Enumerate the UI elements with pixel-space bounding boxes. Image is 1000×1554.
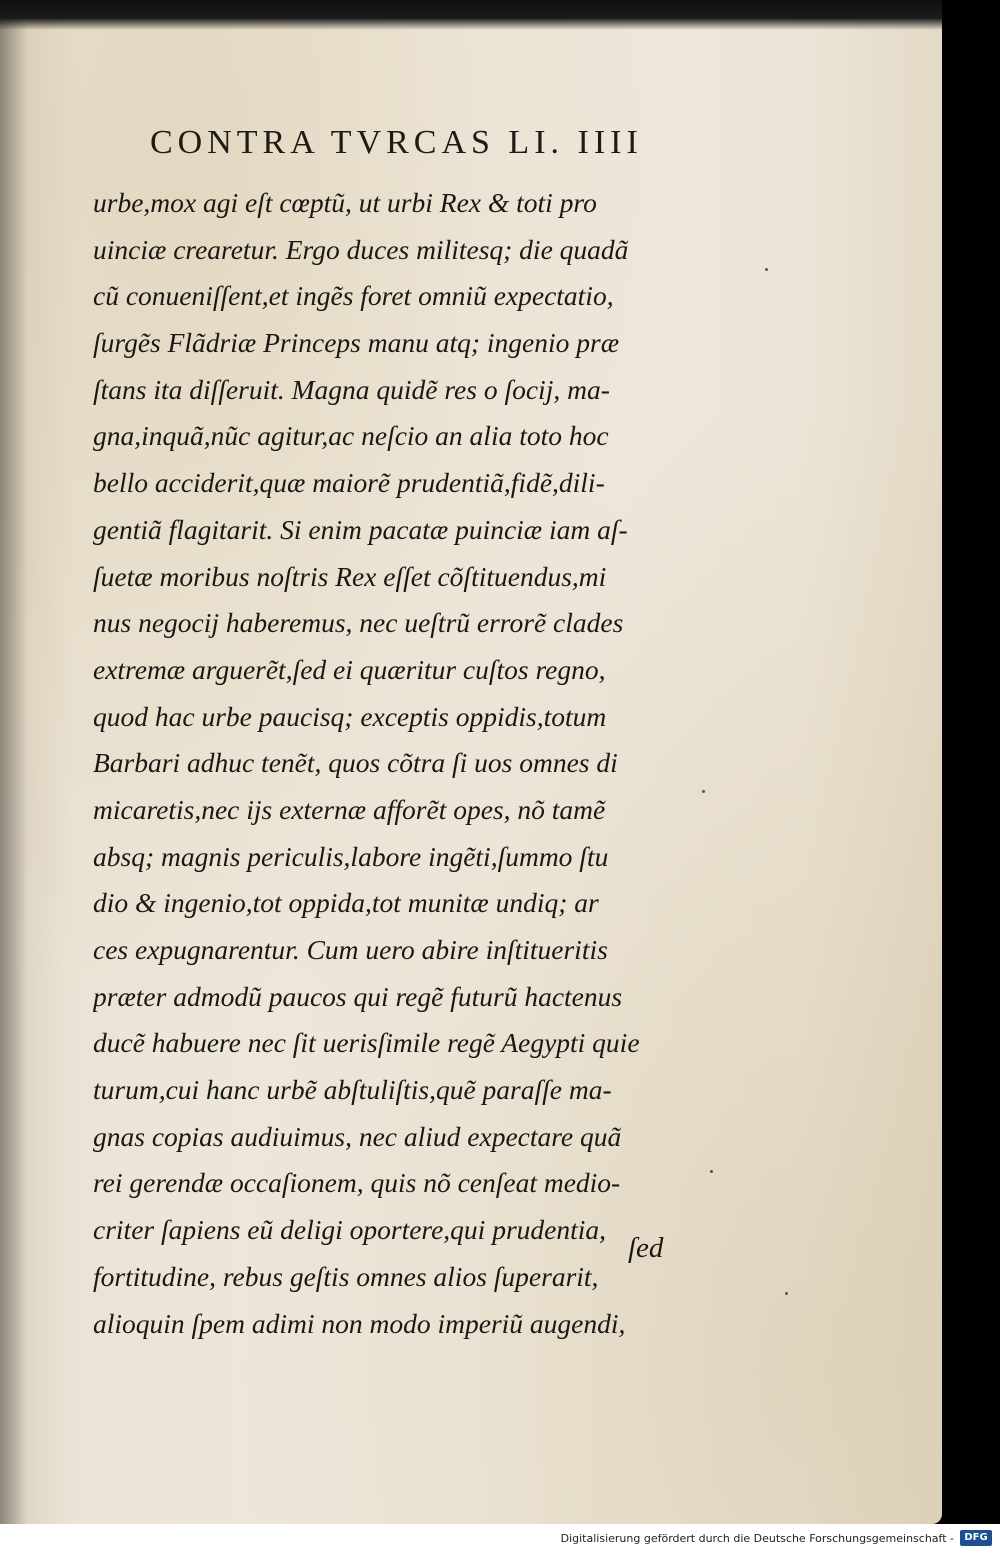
footer-bar	[0, 1524, 1000, 1554]
text-line: rei gerendæ occaſionem, quis nõ cenſeat medio-	[93, 1167, 621, 1199]
text-line: dio & ingenio,tot oppida,tot munitæ undiq; ar	[93, 887, 599, 919]
page-top-edge	[0, 0, 942, 30]
paper-speck	[710, 1170, 713, 1173]
paper-speck	[765, 268, 768, 271]
running-head: CONTRA TVRCAS LI. IIII	[150, 124, 643, 161]
catchword: ſed	[628, 1232, 664, 1264]
text-line: fortitudine, rebus geſtis omnes alios ſuperarit,	[93, 1260, 599, 1292]
text-line: extremæ arguerẽt,ſed ei quæritur cuſtos regno,	[93, 653, 606, 685]
text-line: micaretis,nec ijs externæ afforẽt opes, nõ tamẽ	[93, 793, 606, 825]
paper-speck	[702, 790, 705, 793]
text-line: turum,cui hanc urbẽ abſtuliſtis,quẽ paraſſe ma-	[93, 1074, 612, 1106]
text-line: nus negocij haberemus, nec ueſtrũ errorẽ clades	[93, 607, 624, 639]
text-line: ducẽ habuere nec ſit uerisſimile regẽ Aegypti quie	[93, 1027, 640, 1059]
text-line: Barbari adhuc tenẽt, quos cõtra ſi uos omnes di	[93, 747, 618, 779]
text-line: gentiã flagitarit. Si enim pacatæ puinciæ iam aſ-	[93, 513, 628, 545]
text-line: gnas copias audiuimus, nec aliud expectare quã	[93, 1120, 622, 1152]
text-line: bello acciderit,quæ maiorẽ prudentiã,fidẽ,dili-	[93, 467, 605, 499]
dfg-logo-icon: DFG	[960, 1530, 992, 1546]
text-line: alioquin ſpem adimi non modo imperiũ augendi,	[93, 1307, 626, 1339]
text-line: ſtans ita diſſeruit. Magna quidẽ res o ſocij, ma-	[93, 373, 610, 405]
paper-speck	[785, 1292, 788, 1295]
text-line: ces expugnarentur. Cum uero abire inſtitueritis	[93, 934, 608, 965]
body-text	[93, 180, 693, 1347]
gutter-shadow	[0, 0, 28, 1524]
text-line: absq; magnis periculis,labore ingẽti,ſummo ſtu	[93, 840, 609, 872]
text-line: urbe,mox agi eſt cœptũ, ut urbi Rex & toti pro	[93, 187, 597, 218]
digitization-credit: Digitalisierung gefördert durch die Deutsche Forschungsgemeinschaft -	[560, 1532, 954, 1545]
text-line: gna,inquã,nũc agitur,ac neſcio an alia toto hoc	[93, 420, 609, 452]
text-line: præter admodũ paucos qui regẽ futurũ hactenus	[93, 980, 623, 1012]
text-line: criter ſapiens eũ deligi oportere,qui prudentia,	[93, 1214, 607, 1246]
text-line: ſurgẽs Flãdriæ Princeps manu atq; ingenio præ	[93, 327, 620, 359]
text-line: ſuetæ moribus noſtris Rex eſſet cõſtituendus,mi	[93, 560, 607, 592]
text-line: uinciæ crearetur. Ergo duces militesq; die quadã	[93, 233, 629, 265]
text-line: quod hac urbe paucisq; exceptis oppidis,totum	[93, 700, 607, 732]
text-line: cũ conueniſſent,et ingẽs foret omniũ expectatio,	[93, 280, 614, 312]
